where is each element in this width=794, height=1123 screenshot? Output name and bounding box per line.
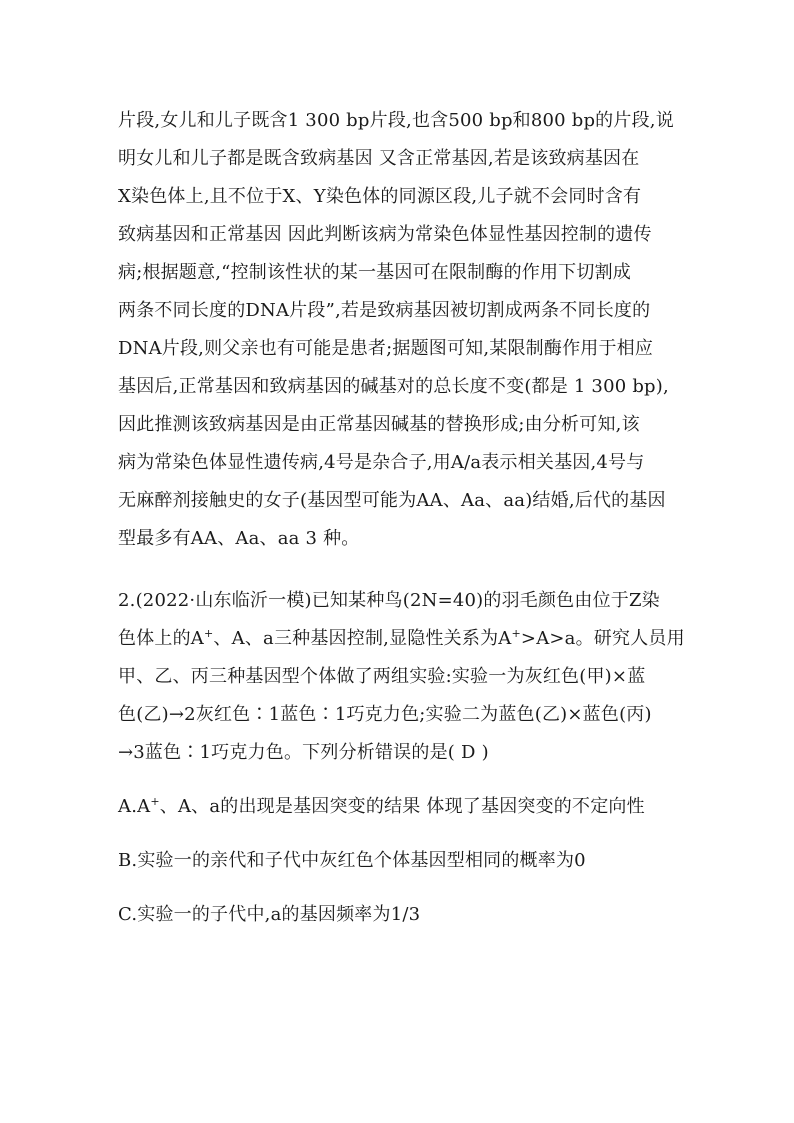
option-a-prefix: A.A <box>118 796 151 817</box>
question-stem-line-5 <box>118 741 698 765</box>
explanation-line-5: 病;根据题意,“控制该性状的某一基因可在限制酶的作用下切割成 <box>118 262 631 283</box>
explanation-line-7: DNA片段,则父亲也有可能是患者;据题图可知,某限制酶作用于相应 <box>118 338 654 359</box>
question-text: 色体上的A <box>118 628 204 649</box>
option-b: B.实验一的亲代和子代中灰红色个体基因型相同的概率为0 <box>118 850 586 871</box>
explanation-line-1: 片段,女儿和儿子既含1 300 bp片段,也含500 bp和800 bp的片段,说 <box>118 110 674 131</box>
superscript-plus: + <box>150 795 160 808</box>
explanation-line-11: 无麻醉剂接触史的女子(基因型可能为AA、Aa、aa)结婚,后代的基因 <box>118 490 666 511</box>
explanation-line-9: 因此推测该致病基因是由正常基因碱基的替换形成;由分析可知,该 <box>118 414 640 435</box>
option-a <box>118 795 698 819</box>
explanation-line-10: 病为常染色体显性遗传病,4号是杂合子,用A/a表示相关基因,4号与 <box>118 452 645 473</box>
answer-letter: D <box>461 742 476 763</box>
question-stem-line-1 <box>118 589 698 613</box>
option-a-text: 、A、a的出现是基因突变的结果 体现了基因突变的不定向性 <box>159 796 645 817</box>
explanation-line-6: 两条不同长度的DNA片段”,若是致病基因被切割成两条不同长度的 <box>118 300 651 321</box>
superscript-plus: + <box>204 627 214 640</box>
question-text: ) <box>481 742 489 763</box>
question-stem-line-4: 色(乙)→2灰红色∶1蓝色∶1巧克力色;实验二为蓝色(乙)×蓝色(丙) <box>118 704 652 725</box>
question-text: 2.(2022·山东临沂一模)已知某种鸟(2N=40)的羽毛颜色由位于Z染 <box>118 590 660 611</box>
question-stem-line-2 <box>118 627 698 651</box>
question-stem-line-3: 甲、乙、丙三种基因型个体做了两组实验:实验一为灰红色(甲)×蓝 <box>118 666 646 687</box>
superscript-plus: + <box>511 627 521 640</box>
question-text: →3蓝色∶1巧克力色。下列分析错误的是( <box>118 742 456 763</box>
option-c: C.实验一的子代中,a的基因频率为1/3 <box>118 904 421 925</box>
question-text: 、A、a三种基因控制,显隐性关系为A <box>213 628 512 649</box>
explanation-line-3: X染色体上,且不位于X、Y染色体的同源区段,儿子就不会同时含有 <box>118 186 642 207</box>
explanation-line-2: 明女儿和儿子都是既含致病基因 又含正常基因,若是该致病基因在 <box>118 148 640 169</box>
explanation-line-12: 型最多有AA、Aa、aa 3 种。 <box>118 528 360 549</box>
explanation-line-4: 致病基因和正常基因 因此判断该病为常染色体显性基因控制的遗传 <box>118 224 652 245</box>
question-text: >A>a。研究人员用 <box>520 628 685 649</box>
explanation-line-8: 基因后,正常基因和致病基因的碱基对的总长度不变(都是 1 300 bp), <box>118 376 669 397</box>
